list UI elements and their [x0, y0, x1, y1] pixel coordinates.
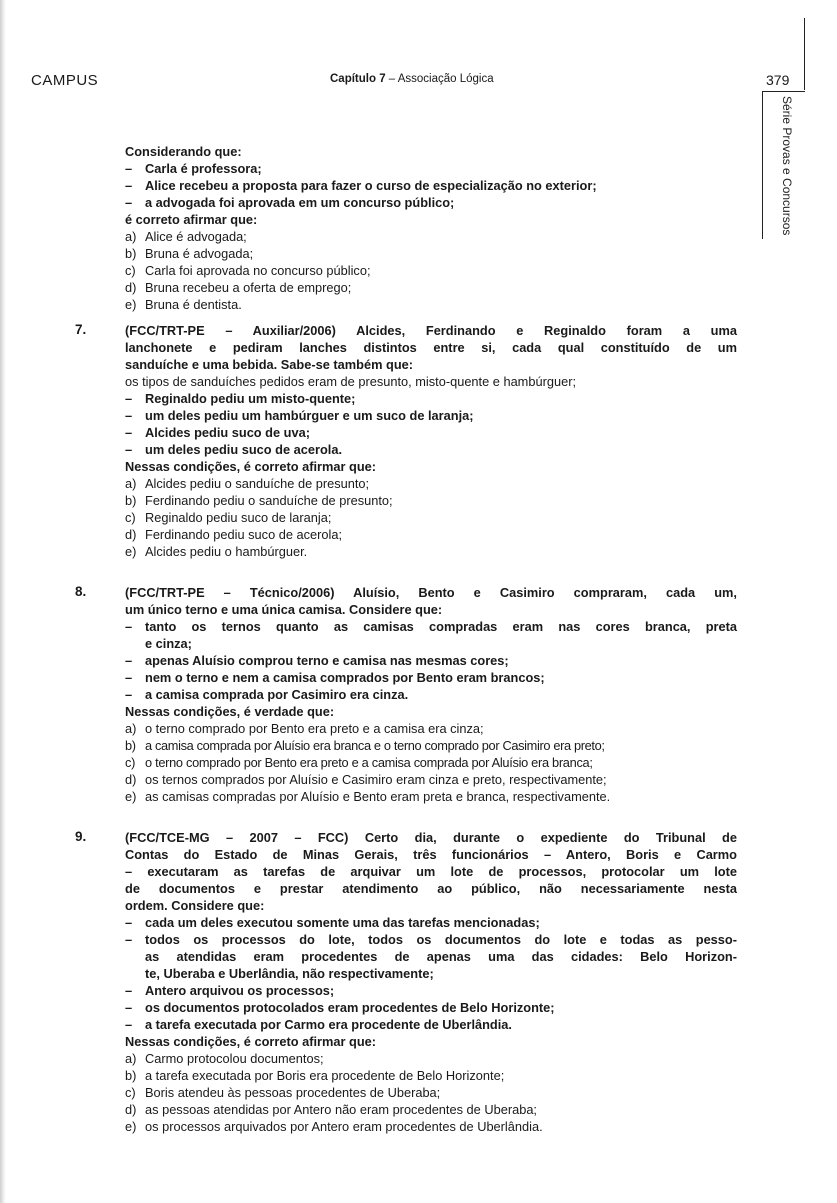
- q7-option: c) Reginaldo pediu suco de laranja;: [125, 510, 332, 525]
- q9-condition: – Antero arquivou os processos;: [125, 983, 335, 998]
- q9-condition-continued: as atendidas eram procedentes de apenas uma das cidades: Belo Horizon-: [145, 949, 737, 964]
- q7-plain-line: os tipos de sanduíches pedidos eram de presunto, misto-quente e hambúrguer;: [125, 374, 577, 389]
- q8-title-line: (FCC/TRT-PE – Técnico/2006) Aluísio, Bento e Casimiro compraram, cada um,: [125, 585, 737, 600]
- q9-title-line: Contas do Estado de Minas Gerais, três funcionários – Antero, Boris e Carmo: [125, 847, 737, 862]
- q7-condition: – um deles pediu suco de acerola.: [125, 442, 342, 457]
- q7-condition: – Reginaldo pediu um misto-quente;: [125, 391, 356, 406]
- q9-title-line: de documentos e prestar atendimento ao público, não necessariamente nesta: [125, 881, 737, 896]
- q9-condition: – os documentos protocolados eram procedentes de Belo Horizonte;: [125, 1000, 555, 1015]
- q9-condition-continued: te, Uberaba e Uberlândia, não respectivamente;: [145, 966, 434, 981]
- chapter-number: Capítulo 7: [330, 73, 386, 85]
- q9-title-line: ordem. Considere que:: [125, 898, 265, 913]
- q9-option: d) as pessoas atendidas por Antero não eram procedentes de Uberaba;: [125, 1102, 537, 1117]
- q7-condition: – Alcides pediu suco de uva;: [125, 425, 310, 440]
- q7-question: Nessas condições, é correto afirmar que:: [125, 459, 377, 474]
- margin-rule-horizontal: [762, 91, 805, 92]
- chapter-title: – Associação Lógica: [385, 73, 494, 85]
- question-8-number: 8.: [75, 584, 87, 599]
- q9-title-line: – executaram as tarefas de arquivar um lote de processos, protocolar um lote: [125, 864, 737, 879]
- q8-condition: – apenas Aluísio comprou terno e camisa nas mesmas cores;: [125, 653, 509, 668]
- header-chapter: [330, 73, 494, 85]
- q8-condition: – nem o terno e nem a camisa comprados por Bento eram brancos;: [125, 670, 545, 685]
- q7-title-line: sanduíche e uma bebida. Sabe-se também que:: [125, 357, 414, 372]
- q8-question: Nessas condições, é verdade que:: [125, 704, 335, 719]
- q9-condition: – cada um deles executou somente uma das tarefas mencionadas;: [125, 915, 540, 930]
- prev-option: a) Alice é advogada;: [125, 229, 247, 244]
- q7-option: a) Alcides pediu o sanduíche de presunto;: [125, 476, 370, 491]
- q8-condition-continued: e cinza;: [145, 636, 192, 651]
- q8-option: b) a camisa comprada por Aluísio era branca e o terno comprado por Casimiro era preto;: [125, 738, 605, 753]
- side-series-label: Série Provas e Concursos: [780, 96, 794, 236]
- prev-question: é correto afirmar que:: [125, 212, 258, 227]
- prev-option: b) Bruna é advogada;: [125, 246, 254, 261]
- q9-option: c) Boris atendeu às pessoas procedentes de Uberaba;: [125, 1085, 441, 1100]
- prev-condition: – Carla é professora;: [125, 161, 262, 176]
- prev-condition: – a advogada foi aprovada em um concurso público;: [125, 195, 455, 210]
- q9-condition: – a tarefa executada por Carmo era procedente de Uberlândia.: [125, 1017, 512, 1032]
- q9-option: b) a tarefa executada por Boris era procedente de Belo Horizonte;: [125, 1068, 505, 1083]
- q7-option: d) Ferdinando pediu suco de acerola;: [125, 527, 343, 542]
- q8-title-line: um único terno e uma única camisa. Considere que:: [125, 602, 443, 617]
- q7-condition: – um deles pediu um hambúrguer e um suco de laranja;: [125, 408, 474, 423]
- q7-title-line: (FCC/TRT-PE – Auxiliar/2006) Alcides, Ferdinando e Reginaldo foram a uma: [125, 323, 737, 338]
- prev-intro: Considerando que:: [125, 144, 242, 159]
- q9-question: Nessas condições, é correto afirmar que:: [125, 1034, 377, 1049]
- q8-condition: – tanto os ternos quanto as camisas compradas eram nas cores branca, preta: [125, 619, 737, 634]
- q9-condition: – todos os processos do lote, todos os documentos do lote e todas as pesso-: [125, 932, 737, 947]
- prev-option: e) Bruna é dentista.: [125, 297, 242, 312]
- question-9-number: 9.: [75, 829, 87, 844]
- q7-option: b) Ferdinando pediu o sanduíche de presunto;: [125, 493, 393, 508]
- margin-rule-top: [804, 18, 805, 90]
- q9-option: e) os processos arquivados por Antero eram procedentes de Uberlândia.: [125, 1119, 543, 1134]
- q9-option: a) Carmo protocolou documentos;: [125, 1051, 324, 1066]
- header-publisher: CAMPUS: [31, 72, 99, 89]
- q8-option: c) o terno comprado por Bento era preto e a camisa comprada por Aluísio era branca;: [125, 755, 593, 770]
- q8-option: e) as camisas compradas por Aluísio e Bento eram preta e branca, respectivamente.: [125, 789, 611, 804]
- q7-title-line: lanchonete e pediram lanches distintos entre si, cada qual constituído de um: [125, 340, 737, 355]
- prev-option: c) Carla foi aprovada no concurso público;: [125, 263, 371, 278]
- q9-title-line: (FCC/TCE-MG – 2007 – FCC) Certo dia, durante o expediente do Tribunal de: [125, 830, 737, 845]
- margin-rule-side: [762, 91, 763, 239]
- page-number: 379: [766, 72, 790, 88]
- scan-edge-shadow: [0, 0, 6, 1203]
- question-7-number: 7.: [75, 322, 87, 337]
- prev-condition: – Alice recebeu a proposta para fazer o curso de especialização no exterior;: [125, 178, 597, 193]
- q7-option: e) Alcides pediu o hambúrguer.: [125, 544, 308, 559]
- q8-option: d) os ternos comprados por Aluísio e Casimiro eram cinza e preto, respectivamente;: [125, 772, 607, 787]
- q8-condition: – a camisa comprada por Casimiro era cinza.: [125, 687, 409, 702]
- q8-option: a) o terno comprado por Bento era preto e a camisa era cinza;: [125, 721, 484, 736]
- prev-option: d) Bruna recebeu a oferta de emprego;: [125, 280, 352, 295]
